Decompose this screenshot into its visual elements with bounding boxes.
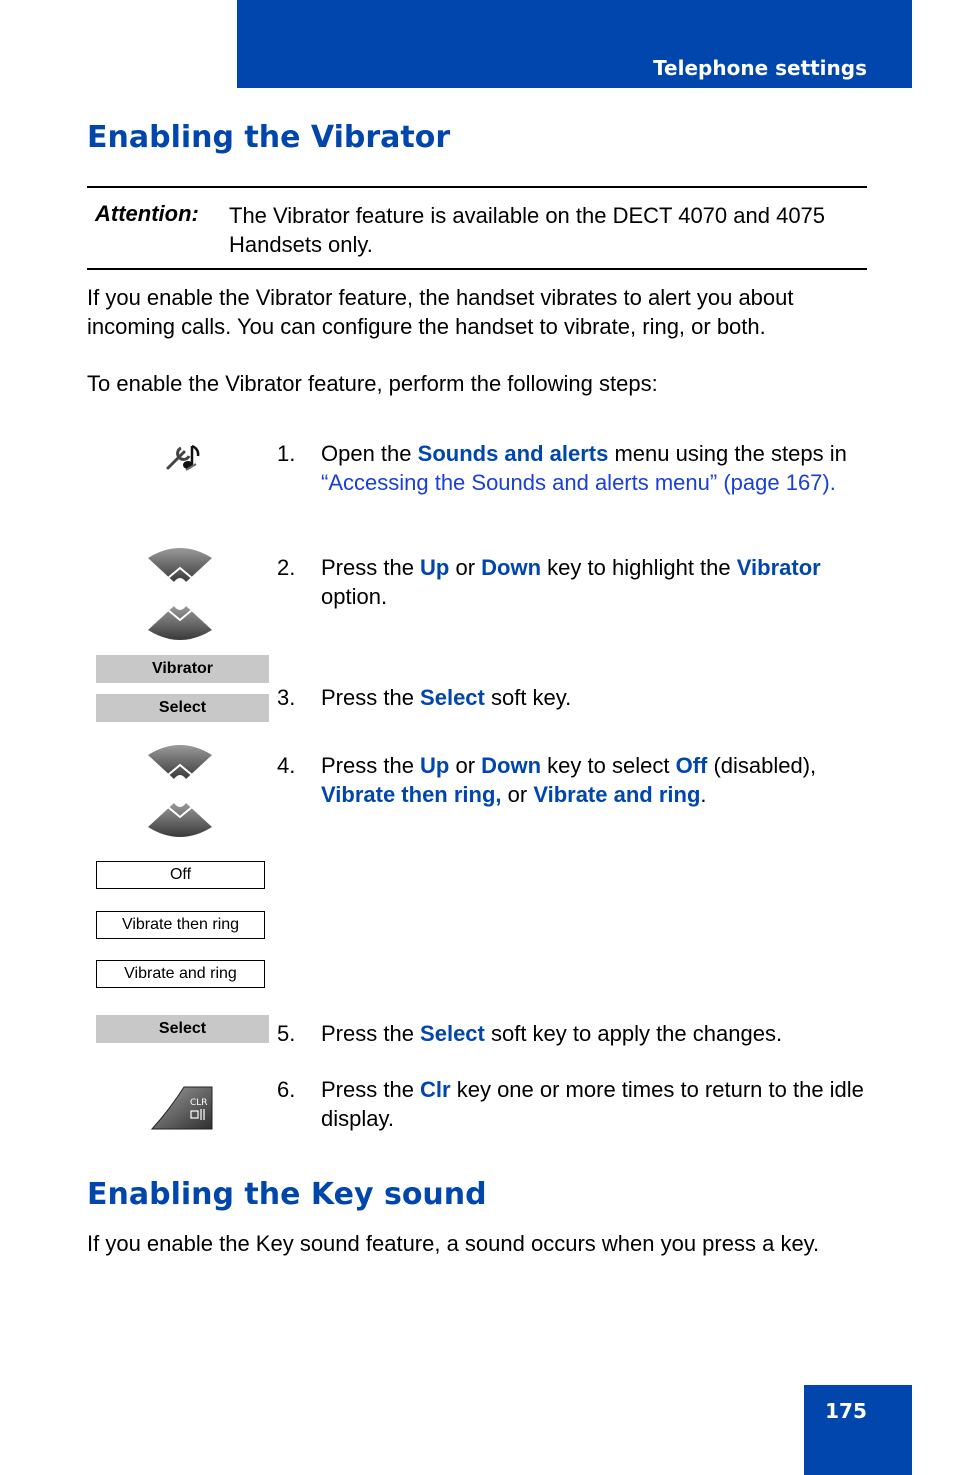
keyword-up: Up [420, 555, 450, 580]
softkey-select: Select [96, 694, 269, 722]
keyword-off: Off [675, 753, 708, 778]
keyword-vibrate-and-ring: Vibrate and ring [533, 782, 701, 807]
keyword-down: Down [481, 753, 542, 778]
keyword-select: Select [420, 685, 485, 710]
clr-key-icon [150, 1085, 214, 1131]
clr-key-label: CLR [190, 1098, 208, 1108]
sounds-tools-icon [162, 440, 204, 474]
attention-bottom-rule [87, 268, 867, 270]
keyword-vibrate-then-ring: Vibrate then ring, [321, 782, 502, 807]
attention-text: The Vibrator feature is available on the DECT 4070 and 4075 Handsets only. [229, 203, 826, 257]
keyword-sounds-and-alerts: Sounds and alerts [417, 441, 609, 466]
attention-label: Attention: [95, 201, 199, 226]
option-off: Off [96, 861, 265, 889]
header-bar [237, 0, 912, 88]
keyword-down: Down [481, 555, 542, 580]
keyword-up: Up [420, 753, 450, 778]
header-title: Telephone settings [653, 56, 867, 80]
attention-top-rule [87, 186, 867, 188]
option-vibrate-then-ring: Vibrate then ring [96, 911, 265, 939]
softkey-select: Select [96, 1015, 269, 1043]
intro-paragraph: If you enable the Vibrator feature, the handset vibrates to alert you about incoming calls. You can configure the handset to vibrate, ring, or both. [87, 285, 794, 339]
option-vibrate-and-ring: Vibrate and ring [96, 960, 265, 988]
keyword-vibrator: Vibrator [736, 555, 821, 580]
keyword-clr: Clr [420, 1077, 451, 1102]
softkey-vibrator: Vibrator [96, 655, 269, 683]
section-title-key-sound: Enabling the Key sound [87, 1177, 487, 1212]
page-number: 175 [825, 1399, 867, 1423]
up-down-nav-key-icon [146, 544, 214, 644]
up-down-nav-key-icon [146, 741, 214, 841]
section-title-vibrator: Enabling the Vibrator [87, 120, 451, 155]
steps-intro-paragraph: To enable the Vibrator feature, perform the following steps: [87, 371, 658, 396]
step-number: 1. [277, 441, 296, 466]
page-number-box [804, 1385, 912, 1475]
keyword-select: Select [420, 1021, 485, 1046]
key-sound-paragraph: If you enable the Key sound feature, a sound occurs when you press a key. [87, 1231, 820, 1256]
link-accessing-sounds-menu[interactable]: “Accessing the Sounds and alerts menu” (page 167) [321, 470, 830, 495]
